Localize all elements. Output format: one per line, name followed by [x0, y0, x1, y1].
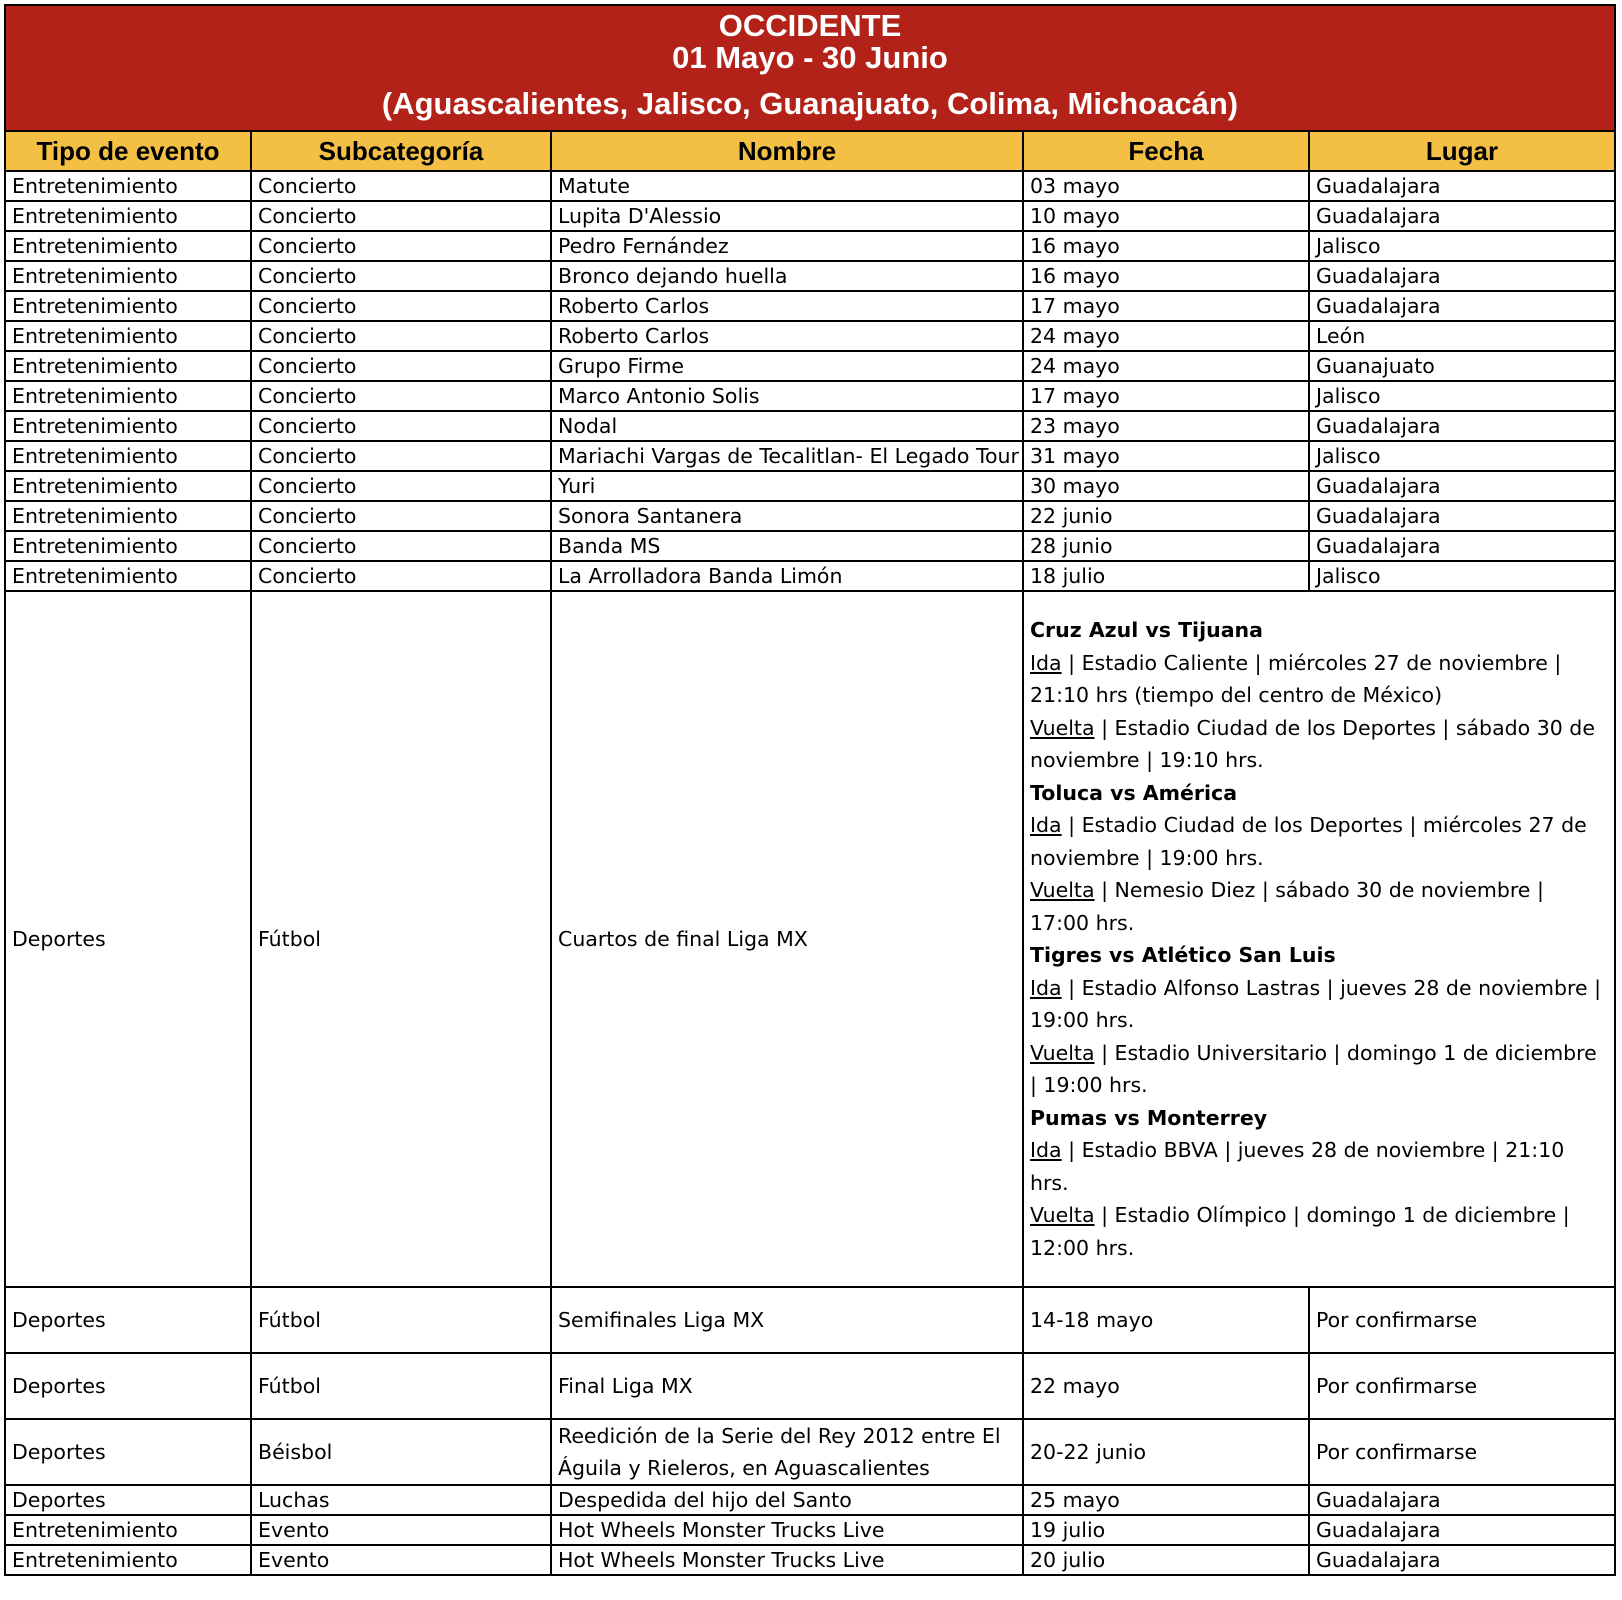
- cell-nombre: Banda MS: [551, 531, 1023, 561]
- cell-tipo: Deportes: [6, 1485, 251, 1515]
- table-row: [6, 471, 1614, 501]
- cell-lugar: Guadalajara: [1309, 171, 1614, 201]
- cell-nombre: Mariachi Vargas de Tecalitlan- El Legado Tour: [551, 441, 1023, 471]
- cell-nombre: Hot Wheels Monster Trucks Live: [551, 1545, 1023, 1574]
- cell-nombre: Bronco dejando huella: [551, 261, 1023, 291]
- table-row: [6, 381, 1614, 411]
- events-sheet: [4, 4, 1616, 1576]
- table-row: [6, 321, 1614, 351]
- leg-details: | Estadio Olímpico | domingo 1 de diciembre | 12:00 hrs.: [1030, 1203, 1570, 1260]
- match-title: Toluca vs América: [1030, 780, 1238, 805]
- table-row: [6, 1419, 1614, 1485]
- leg-details: | Estadio Alfonso Lastras | jueves 28 de noviembre | 19:00 hrs.: [1030, 975, 1602, 1032]
- table-row: [6, 561, 1614, 591]
- match-leg-ida: [1030, 972, 1608, 1037]
- cell-subcategoria: Béisbol: [251, 1419, 551, 1485]
- cell-nombre: Sonora Santanera: [551, 501, 1023, 531]
- cell-subcategoria: Concierto: [251, 171, 551, 201]
- cell-fecha: 20 julio: [1023, 1545, 1309, 1574]
- cell-lugar: Guadalajara: [1309, 501, 1614, 531]
- cell-tipo: Entretenimiento: [6, 231, 251, 261]
- table-row: [6, 171, 1614, 201]
- match-title: Pumas vs Monterrey: [1030, 1105, 1268, 1130]
- leg-label: Ida: [1030, 1138, 1062, 1162]
- cell-tipo: Entretenimiento: [6, 171, 251, 201]
- cell-lugar: Guadalajara: [1309, 1545, 1614, 1574]
- cell-subcategoria: Concierto: [251, 291, 551, 321]
- cell-fecha: 30 mayo: [1023, 471, 1309, 501]
- cell-fecha: 14-18 mayo: [1023, 1287, 1309, 1353]
- match-leg-ida: [1030, 647, 1608, 712]
- cell-tipo: Entretenimiento: [6, 321, 251, 351]
- match-title: Tigres vs Atlético San Luis: [1030, 943, 1336, 967]
- cell-lugar: Jalisco: [1309, 381, 1614, 411]
- cell-lugar: Guadalajara: [1309, 201, 1614, 231]
- leg-label: Ida: [1030, 975, 1062, 1000]
- cell-subcategoria: Concierto: [251, 501, 551, 531]
- cell-fecha: 24 mayo: [1023, 321, 1309, 351]
- cell-nombre: Hot Wheels Monster Trucks Live: [551, 1515, 1023, 1545]
- cell-subcategoria: Fútbol: [251, 591, 551, 1287]
- cell-subcategoria: Concierto: [251, 351, 551, 381]
- period-subtitle: 01 Mayo - 30 Junio: [672, 40, 948, 75]
- cell-lugar: Guadalajara: [1309, 291, 1614, 321]
- region-title: OCCIDENTE: [718, 8, 902, 43]
- table-row: [6, 501, 1614, 531]
- cell-tipo: Entretenimiento: [6, 261, 251, 291]
- table-row: [6, 1545, 1614, 1574]
- cell-fecha: 22 mayo: [1023, 1353, 1309, 1419]
- cell-lugar: Guadalajara: [1309, 471, 1614, 501]
- cell-tipo: Entretenimiento: [6, 561, 251, 591]
- cell-fecha: 17 mayo: [1023, 291, 1309, 321]
- cell-nombre: Marco Antonio Solis: [551, 381, 1023, 411]
- match-leg-ida: [1030, 1134, 1608, 1199]
- cell-fecha: 22 junio: [1023, 501, 1309, 531]
- cell-tipo: Entretenimiento: [6, 501, 251, 531]
- cell-lugar: Guadalajara: [1309, 261, 1614, 291]
- table-row: [6, 261, 1614, 291]
- cell-lugar: Guadalajara: [1309, 411, 1614, 441]
- cell-subcategoria: Concierto: [251, 561, 551, 591]
- cell-fecha: 17 mayo: [1023, 381, 1309, 411]
- cell-subcategoria: Concierto: [251, 471, 551, 501]
- leg-details: | Estadio Universitario | domingo 1 de diciembre | 19:00 hrs.: [1030, 1040, 1597, 1097]
- cell-fecha: 19 julio: [1023, 1515, 1309, 1545]
- cell-lugar: Por confirmarse: [1309, 1353, 1614, 1419]
- cell-nombre: Yuri: [551, 471, 1023, 501]
- table-row: [6, 1287, 1614, 1353]
- states-subtitle: (Aguascalientes, Jalisco, Guanajuato, Colima, Michoacán): [381, 86, 1239, 121]
- table-row: [6, 1485, 1614, 1515]
- cell-tipo: Entretenimiento: [6, 441, 251, 471]
- match-leg-vuelta: [1030, 874, 1608, 939]
- cell-tipo: Entretenimiento: [6, 531, 251, 561]
- cell-subcategoria: Concierto: [251, 201, 551, 231]
- cell-subcategoria: Concierto: [251, 531, 551, 561]
- cell-lugar: León: [1309, 321, 1614, 351]
- table-body: [6, 171, 1614, 1574]
- cell-tipo: Entretenimiento: [6, 291, 251, 321]
- cell-subcategoria: Concierto: [251, 441, 551, 471]
- match-leg-vuelta: [1030, 1037, 1608, 1102]
- cell-tipo: Entretenimiento: [6, 1545, 251, 1574]
- cell-tipo: Entretenimiento: [6, 1515, 251, 1545]
- table-row: [6, 531, 1614, 561]
- region-banner: [6, 6, 1614, 132]
- leg-label: Vuelta: [1030, 1040, 1095, 1065]
- cell-tipo: Deportes: [6, 591, 251, 1287]
- cell-subcategoria: Concierto: [251, 261, 551, 291]
- cell-fecha: 16 mayo: [1023, 231, 1309, 261]
- cell-tipo: Entretenimiento: [6, 201, 251, 231]
- leg-label: Vuelta: [1030, 1203, 1095, 1227]
- table-row: [6, 1515, 1614, 1545]
- leg-label: Vuelta: [1030, 878, 1095, 902]
- cell-nombre: La Arrolladora Banda Limón: [551, 561, 1023, 591]
- match-title: Cruz Azul vs Tijuana: [1030, 618, 1263, 642]
- cell-subcategoria: Concierto: [251, 381, 551, 411]
- leg-details: | Nemesio Diez | sábado 30 de noviembre | 17:00 hrs.: [1030, 878, 1544, 935]
- cell-nombre: Despedida del hijo del Santo: [551, 1485, 1023, 1515]
- column-header-nombre: Nombre: [551, 132, 1023, 171]
- cell-fecha: 16 mayo: [1023, 261, 1309, 291]
- leg-details: | Estadio Ciudad de los Deportes | miércoles 27 de noviembre | 19:00 hrs.: [1030, 813, 1587, 870]
- cell-lugar: Guadalajara: [1309, 1515, 1614, 1545]
- leg-label: Vuelta: [1030, 715, 1095, 740]
- cell-fecha: 03 mayo: [1023, 171, 1309, 201]
- table-row: [6, 231, 1614, 261]
- column-header-fecha: Fecha: [1023, 132, 1309, 171]
- cell-lugar: Por confirmarse: [1309, 1419, 1614, 1485]
- cell-subcategoria: Luchas: [251, 1485, 551, 1515]
- match-schedule: [1023, 591, 1614, 1287]
- column-header-subcategoria: Subcategoría: [251, 132, 551, 171]
- table-row: [6, 1353, 1614, 1419]
- table-row-quarterfinals: [6, 591, 1614, 1287]
- cell-lugar: Jalisco: [1309, 561, 1614, 591]
- table-row: [6, 201, 1614, 231]
- column-header-tipo: Tipo de evento: [6, 132, 251, 171]
- cell-tipo: Entretenimiento: [6, 351, 251, 381]
- cell-subcategoria: Concierto: [251, 231, 551, 261]
- leg-label: Ida: [1030, 813, 1062, 837]
- match-leg-vuelta: [1030, 1199, 1608, 1264]
- column-header-lugar: Lugar: [1309, 132, 1614, 171]
- cell-nombre: Matute: [551, 171, 1023, 201]
- table-row: [6, 411, 1614, 441]
- cell-fecha: 28 junio: [1023, 531, 1309, 561]
- cell-fecha: 10 mayo: [1023, 201, 1309, 231]
- cell-subcategoria: Evento: [251, 1515, 551, 1545]
- cell-subcategoria: Fútbol: [251, 1287, 551, 1353]
- cell-subcategoria: Evento: [251, 1545, 551, 1574]
- cell-lugar: Guadalajara: [1309, 531, 1614, 561]
- cell-nombre: Reedición de la Serie del Rey 2012 entre El Águila y Rieleros, en Aguascalientes: [551, 1419, 1023, 1485]
- cell-tipo: Deportes: [6, 1419, 251, 1485]
- cell-lugar: Jalisco: [1309, 231, 1614, 261]
- cell-fecha: 25 mayo: [1023, 1485, 1309, 1515]
- cell-nombre: Grupo Firme: [551, 351, 1023, 381]
- cell-nombre: Pedro Fernández: [551, 231, 1023, 261]
- leg-details: | Estadio Ciudad de los Deportes | sábado 30 de noviembre | 19:10 hrs.: [1030, 715, 1595, 772]
- cell-nombre: Roberto Carlos: [551, 291, 1023, 321]
- leg-details: | Estadio BBVA | jueves 28 de noviembre | 21:10 hrs.: [1030, 1138, 1565, 1195]
- cell-lugar: Guanajuato: [1309, 351, 1614, 381]
- match-leg-vuelta: [1030, 712, 1608, 777]
- leg-details: | Estadio Caliente | miércoles 27 de noviembre | 21:10 hrs (tiempo del centro de México): [1030, 650, 1562, 707]
- cell-nombre: Roberto Carlos: [551, 321, 1023, 351]
- cell-nombre: Semifinales Liga MX: [551, 1287, 1023, 1353]
- cell-fecha: 20-22 junio: [1023, 1419, 1309, 1485]
- cell-nombre: Final Liga MX: [551, 1353, 1023, 1419]
- cell-tipo: Deportes: [6, 1353, 251, 1419]
- cell-nombre: Lupita D'Alessio: [551, 201, 1023, 231]
- cell-lugar: Jalisco: [1309, 441, 1614, 471]
- cell-subcategoria: Fútbol: [251, 1353, 551, 1419]
- table-header-row: [6, 132, 1614, 171]
- table-row: [6, 351, 1614, 381]
- cell-tipo: Entretenimiento: [6, 411, 251, 441]
- cell-nombre: Nodal: [551, 411, 1023, 441]
- cell-lugar: Por confirmarse: [1309, 1287, 1614, 1353]
- cell-fecha: 31 mayo: [1023, 441, 1309, 471]
- cell-fecha: 23 mayo: [1023, 411, 1309, 441]
- events-table: [6, 132, 1614, 1574]
- table-row: [6, 291, 1614, 321]
- cell-tipo: Deportes: [6, 1287, 251, 1353]
- cell-fecha: 18 julio: [1023, 561, 1309, 591]
- cell-lugar: Guadalajara: [1309, 1485, 1614, 1515]
- cell-fecha: 24 mayo: [1023, 351, 1309, 381]
- cell-tipo: Entretenimiento: [6, 471, 251, 501]
- leg-label: Ida: [1030, 650, 1062, 675]
- cell-subcategoria: Concierto: [251, 321, 551, 351]
- cell-subcategoria: Concierto: [251, 411, 551, 441]
- cell-nombre: Cuartos de final Liga MX: [551, 591, 1023, 1287]
- cell-tipo: Entretenimiento: [6, 381, 251, 411]
- table-row: [6, 441, 1614, 471]
- match-leg-ida: [1030, 809, 1608, 874]
